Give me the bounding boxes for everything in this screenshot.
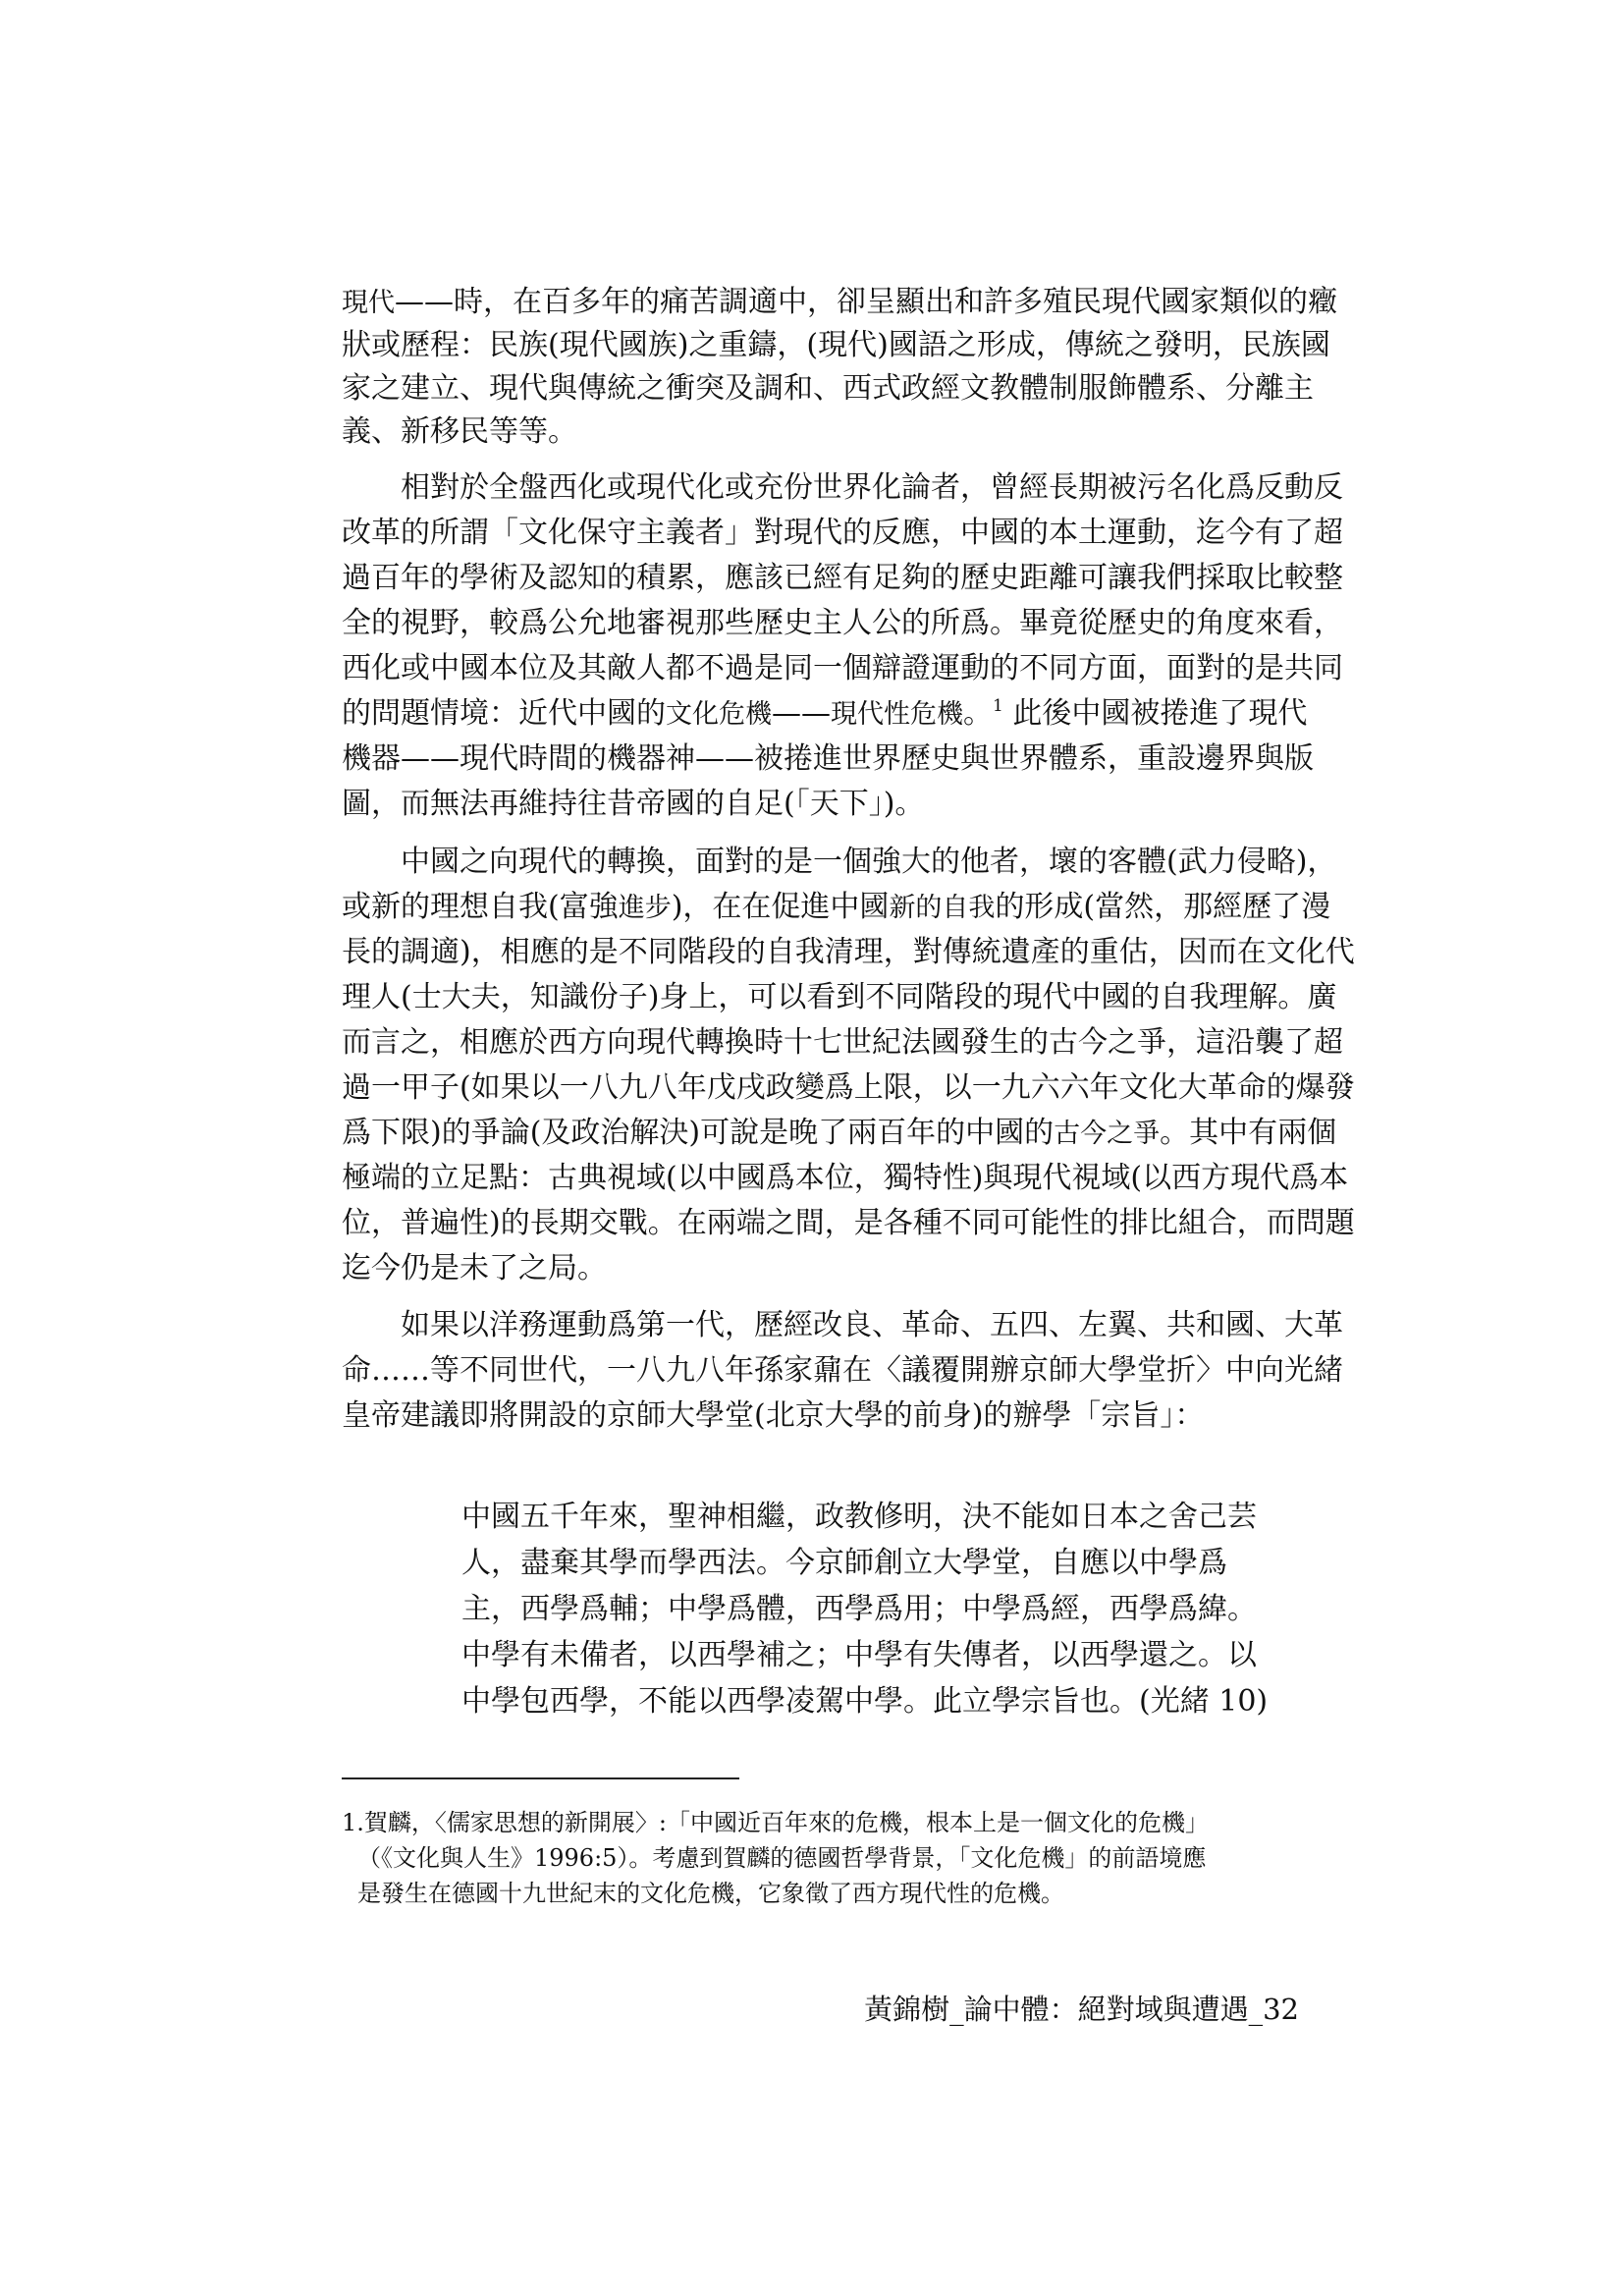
body-line: 位，普遍性)的長期交戰。在兩端之間，是各種不同可能性的排比組合，而問題 bbox=[342, 1206, 1355, 1240]
body-line: 相對於全盤西化或現代化或充份世界化論者，曾經長期被污名化爲反動反 bbox=[342, 470, 1343, 505]
body-line: 改革的所謂「文化保守主義者」對現代的反應，中國的本土運動，迄今有了超 bbox=[342, 516, 1343, 550]
body-line: 狀或歷程：民族(現代國族)之重鑄，(現代)國語之形成，傳統之發明，民族國 bbox=[342, 328, 1330, 362]
body-line: 中國之向現代的轉換，面對的是一個強大的他者，壞的客體(武力侵略)， bbox=[342, 845, 1337, 879]
quote-line: 中學有未備者，以西學補之；中學有失傳者，以西學還之。以 bbox=[461, 1638, 1257, 1672]
body-line: 西化或中國本位及其敵人都不過是同一個辯證運動的不同方面，面對的是共同 bbox=[342, 651, 1343, 685]
body-text: 此後中國被捲進了現代 bbox=[1002, 696, 1308, 731]
body-text: 。其中有兩個 bbox=[1160, 1116, 1337, 1150]
body-line: 極端的立足點：古典視域(以中國爲本位，獨特性)與現代視域(以西方現代爲本 bbox=[342, 1161, 1349, 1195]
body-line: 皇帝建議即將開設的京師大學堂(北京大學的前身)的辦學「宗旨」： bbox=[342, 1398, 1205, 1433]
footnote-line: （《文化與人生》1996:5）。考慮到賀麟的德國哲學背景，「文化危機」的前語境應 bbox=[357, 1844, 1207, 1872]
body-line: 如果以洋務運動爲第一代，歷經改良、革命、五四、左翼、共和國、大革 bbox=[342, 1308, 1343, 1342]
body-line: 長的調適)，相應的是不同階段的自我清理，對傳統遺產的重估，因而在文化代 bbox=[342, 935, 1355, 969]
body-line bbox=[342, 1112, 1337, 1155]
quote-line: 中國五千年來，聖神相繼，政教修明，決不能如日本之舍己芸 bbox=[461, 1500, 1257, 1534]
emphasis-text: 進步 bbox=[618, 893, 672, 923]
body-line bbox=[342, 692, 1308, 736]
body-line bbox=[342, 281, 1337, 324]
body-line: 過一甲子(如果以一八九八年戊戌政變爲上限，以一九六六年文化大革命的爆發 bbox=[342, 1070, 1355, 1105]
body-line bbox=[342, 886, 1331, 929]
emphasis-text: 新的自我 bbox=[889, 893, 996, 923]
body-text: 的問題情境：近代中國的 bbox=[342, 696, 666, 731]
footnote-divider bbox=[342, 1777, 739, 1779]
body-line: 圖，而無法再維持往昔帝國的自足(「天下」)。 bbox=[342, 787, 925, 821]
body-line: 迄今仍是未了之局。 bbox=[342, 1251, 607, 1285]
body-line: 過百年的學術及認知的積累，應該已經有足夠的歷史距離可讓我們採取比較整 bbox=[342, 561, 1343, 595]
body-text: )，在在促進中國 bbox=[671, 890, 890, 924]
body-text: 爲下限)的爭論(及政治解決)可說是晚了兩百年的中國的 bbox=[342, 1116, 1055, 1150]
body-text: 。 bbox=[963, 696, 993, 731]
body-text: 的形成(當然，那經歷了漫 bbox=[995, 890, 1331, 924]
quote-line: 人，盡棄其學而學西法。今京師創立大學堂，自應以中學爲 bbox=[461, 1546, 1227, 1580]
body-text: 或新的理想自我(富強 bbox=[342, 890, 619, 924]
emphasis-text: 古今之爭 bbox=[1054, 1119, 1161, 1149]
emphasis-text: 文化危機 bbox=[666, 699, 772, 730]
quote-line: 中學包西學，不能以西學凌駕中學。此立學宗旨也。(光緒 10) bbox=[461, 1684, 1269, 1719]
body-line: 機器——現代時間的機器神——被捲進世界歷史與世界體系，重設邊界與版 bbox=[342, 741, 1314, 776]
footnote-marker[interactable]: 1 bbox=[993, 696, 1003, 716]
body-line: 而言之，相應於西方向現代轉換時十七世紀法國發生的古今之爭，這沿襲了超 bbox=[342, 1025, 1343, 1060]
quote-line: 主，西學爲輔；中學爲體，西學爲用；中學爲經，西學爲緯。 bbox=[461, 1592, 1257, 1626]
body-line: 全的視野，較爲公允地審視那些歷史主人公的所爲。畢竟從歷史的角度來看， bbox=[342, 606, 1343, 640]
body-line: 家之建立、現代與傳統之衝突及調和、西式政經文教體制服飾體系、分離主 bbox=[342, 371, 1314, 406]
footnote-line: 是發生在德國十九世紀末的文化危機，它象徵了西方現代性的危機。 bbox=[357, 1880, 1064, 1907]
body-line: 理人(士大夫，知識份子)身上，可以看到不同階段的現代中國的自我理解。廣 bbox=[342, 980, 1337, 1014]
body-text: —— bbox=[772, 696, 831, 731]
emphasis-text: 現代 bbox=[342, 288, 395, 318]
emphasis-text: 現代性危機 bbox=[831, 699, 963, 730]
footnote-line: 1.賀麟，〈儒家思想的新開展〉:「中國近百年來的危機，根本上是一個文化的危機」 bbox=[342, 1809, 1209, 1836]
body-text: ——時，在百多年的痛苦調適中，卻呈顯出和許多殖民現代國家類似的癥 bbox=[395, 285, 1337, 319]
body-line: 義、新移民等等。 bbox=[342, 414, 577, 449]
body-line: 命……等不同世代，一八九八年孫家鼐在〈議覆開辦京師大學堂折〉中向光緒 bbox=[342, 1353, 1343, 1388]
page-footer: 黃錦樹_論中體：絕對域與遭遇_32 bbox=[864, 1993, 1299, 2026]
